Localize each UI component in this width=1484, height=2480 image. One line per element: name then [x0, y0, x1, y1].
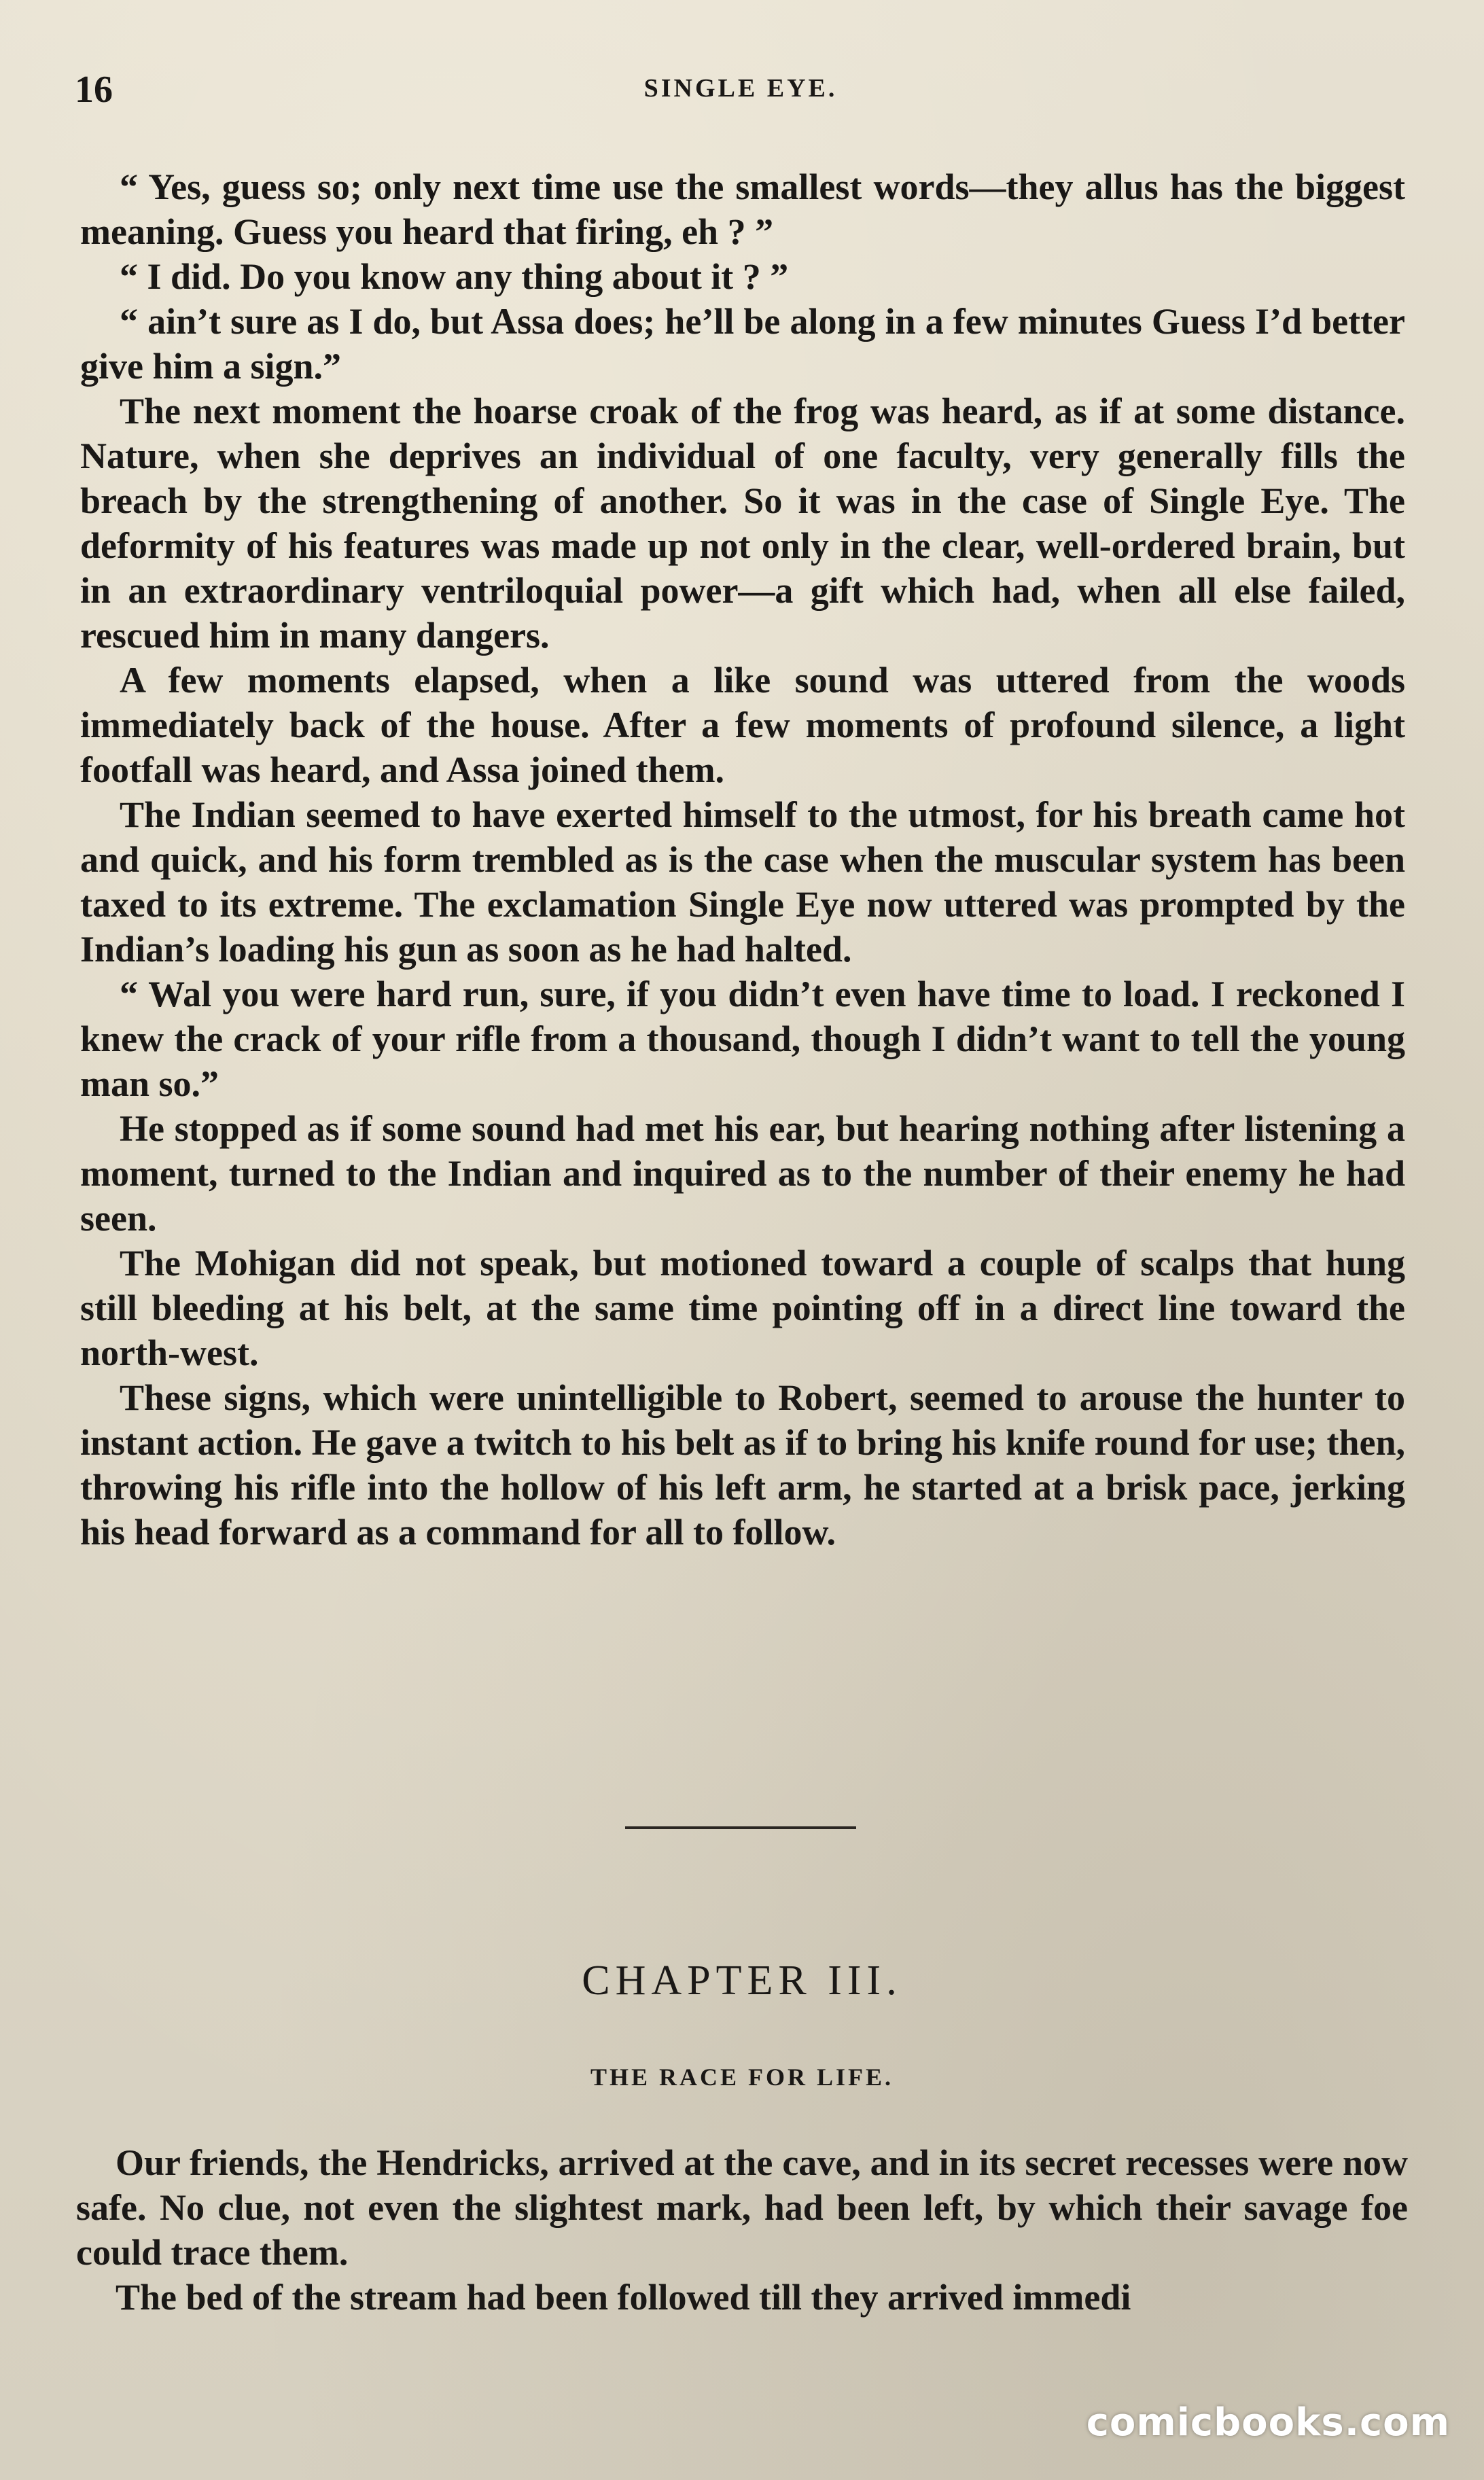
section-divider [625, 1826, 856, 1829]
paragraph: He stopped as if some sound had met his ear, but hearing nothing after listening a moment, turned to the Indian and inquired as to the number of their enemy he had seen. [80, 1108, 1405, 1239]
paragraph: The Mohigan did not speak, but motioned toward a couple of scalps that hung still bleeding at his belt, at the same time pointing off in a direct line toward the north-west. [80, 1243, 1405, 1373]
chapter-subtitle: THE RACE FOR LIFE. [590, 2063, 894, 2091]
page-number: 16 [75, 69, 113, 111]
paragraph: “ ain’t sure as I do, but Assa does; he’ll be along in a few minutes Guess I’d better give him a sign.” [80, 301, 1405, 387]
paragraph: “ Yes, guess so; only next time use the smallest words—they allus has the biggest meaning. Guess you heard that firing, eh ? ” [80, 166, 1405, 252]
paragraph: These signs, which were unintelligible to Robert, seemed to arouse the hunter to instant action. He gave a twitch to his belt as if to bring his knife round for use; then, throwing his rifle into the hollow of his left arm, he started at a brisk pace, jerking his head forward as a command for all to follow. [80, 1377, 1405, 1553]
paragraph: The next moment the hoarse croak of the frog was heard, as if at some distance. Nature, when she deprives an individual of one faculty, very generally fills the breach by the strengthening of another. So it was in the case of Single Eye. The deformity of his features was made up not only in the clear, well-ordered brain, but in an extraordinary ventriloquial power—a gift which had, when all else failed, rescued him in many dangers. [80, 391, 1405, 656]
paragraph: The Indian seemed to have exerted himself to the utmost, for his breath came hot and quick, and his form trembled as is the case when the muscular system has been taxed to its extreme. The exclamation Single Eye now uttered was prompted by the Indian’s loading his gun as soon as he had halted. [80, 794, 1405, 970]
paragraph: A few moments elapsed, when a like sound was uttered from the woods immediately back of the house. After a few moments of profound silence, a light footfall was heard, and Assa joined them. [80, 660, 1405, 790]
paragraph: “ Wal you were hard run, sure, if you didn’t even have time to load. I reckoned I knew the crack of your rifle from a thousand, though I didn’t want to tell the young man so.” [80, 974, 1405, 1104]
running-title: SINGLE EYE. [643, 74, 838, 103]
paragraph: Our friends, the Hendricks, arrived at the cave, and in its secret recesses were now safe. No clue, not even the slightest mark, had been left, by which their savage foe could trace them. [76, 2142, 1408, 2273]
body-text [80, 164, 1405, 1555]
watermark: comicbooks.com [1086, 2401, 1450, 2445]
paragraph: The bed of the stream had been followed till they arrived immedi [116, 2277, 1131, 2318]
chapter-title: CHAPTER III. [582, 1958, 902, 2004]
chapter-text [76, 2140, 1408, 2320]
running-head [75, 68, 1407, 109]
paragraph: “ I did. Do you know any thing about it ? ” [120, 256, 789, 297]
